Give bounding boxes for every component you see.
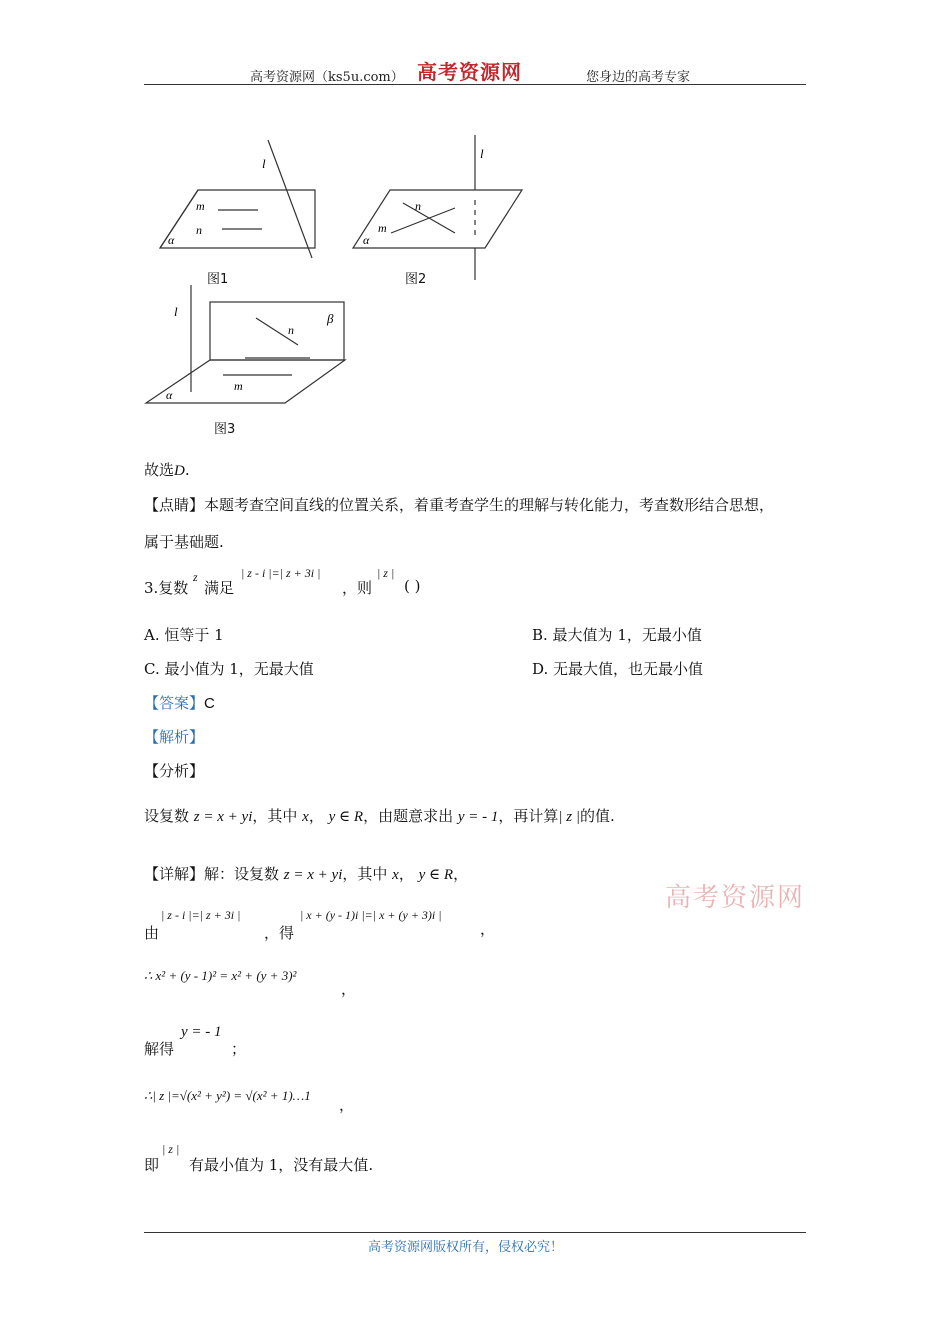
label-m: m bbox=[196, 199, 205, 213]
detail-var-x: x bbox=[392, 867, 399, 883]
detail-text-2: ，其中 bbox=[342, 865, 388, 883]
analysis-text-3: ， bbox=[308, 807, 324, 825]
analysis-eq-y: y ∈ R bbox=[328, 809, 364, 825]
header-rule bbox=[144, 84, 806, 85]
question-target: | z | bbox=[377, 566, 395, 580]
figure-1-caption: 图1 bbox=[207, 272, 229, 287]
detail-intro-text: 【详解】解：设复数 bbox=[144, 865, 280, 883]
detail-therefore-1-end: ， bbox=[341, 980, 357, 998]
analysis-line bbox=[144, 805, 615, 826]
analysis-text-5: ，再计算 bbox=[498, 807, 559, 825]
line-n bbox=[403, 203, 455, 233]
analysis-text-1: 设复数 bbox=[144, 807, 190, 825]
note-line-1: 【点睛】本题考查空间直线的位置关系，着重考查学生的理解与转化能力，考查数形结合思想， bbox=[144, 496, 775, 514]
footer-copyright: 高考资源网版权所有，侵权必究！ bbox=[368, 1240, 564, 1255]
label-alpha: α bbox=[363, 233, 370, 247]
detail-you-eq: | z - i |=| z + 3i | bbox=[161, 908, 241, 922]
label-alpha: α bbox=[166, 388, 173, 402]
analysis-var-x: x bbox=[302, 809, 309, 825]
question-prefix: 3.复数 bbox=[144, 579, 189, 597]
label-l: l bbox=[262, 156, 266, 171]
detail-de-end: ， bbox=[480, 920, 496, 938]
detail-jiede-eq: y = - 1 bbox=[181, 1024, 222, 1040]
option-b: B. 最大值为 1，无最小值 bbox=[532, 626, 702, 644]
analysis-text-4: ，由题意求出 bbox=[363, 807, 454, 825]
label-alpha: α bbox=[168, 233, 175, 247]
figure-2 bbox=[345, 130, 530, 290]
answer-label: 【答案】 bbox=[144, 694, 205, 712]
conclusion-suffix: . bbox=[184, 461, 190, 479]
question-then: ，则 bbox=[342, 579, 373, 597]
label-m: m bbox=[378, 221, 387, 235]
fenxi-heading: 【分析】 bbox=[144, 762, 205, 780]
detail-ji-end: 有最小值为 1，没有最大值. bbox=[189, 1156, 374, 1174]
header-logo: 高考资源网 bbox=[417, 60, 522, 84]
detail-de-label: ，得 bbox=[264, 924, 295, 942]
option-c: C. 最小值为 1，无最大值 bbox=[144, 660, 314, 678]
detail-eq-z: z = x + yi bbox=[283, 867, 343, 883]
detail-jiede-label: 解得 bbox=[144, 1040, 175, 1058]
label-l: l bbox=[480, 146, 484, 161]
detail-you-label: 由 bbox=[144, 924, 160, 942]
line-m bbox=[391, 208, 455, 233]
detail-ji-abs: | z | bbox=[162, 1142, 180, 1156]
detail-text-4: ， bbox=[453, 865, 469, 883]
watermark: 高考资源网 bbox=[665, 883, 806, 913]
question-middle: 满足 bbox=[204, 579, 235, 597]
figure-2-caption: 图2 bbox=[405, 272, 427, 287]
analysis-eq-z: z = x + yi bbox=[193, 809, 253, 825]
option-a: A. 恒等于 1 bbox=[144, 626, 224, 644]
footer-rule bbox=[144, 1232, 806, 1233]
detail-ji-label: 即 bbox=[144, 1156, 160, 1174]
header-site-name: 高考资源网（ks5u.com） bbox=[250, 70, 404, 85]
detail-therefore-2: ∴| z |=√(x² + y²) = √(x² + 1)…1 bbox=[144, 1088, 311, 1103]
analysis-abs-z: | z | bbox=[558, 809, 581, 825]
detail-jiede-end: ； bbox=[231, 1040, 247, 1058]
label-n: n bbox=[196, 223, 202, 237]
analysis-text-2: ，其中 bbox=[252, 807, 298, 825]
option-d: D. 无最大值，也无最小值 bbox=[532, 660, 704, 678]
detail-eq-y: y ∈ R bbox=[418, 867, 454, 883]
jiexi-heading: 【解析】 bbox=[144, 728, 205, 746]
line-l bbox=[268, 140, 312, 258]
answer-value: C bbox=[204, 695, 215, 712]
figure-3-caption: 图3 bbox=[214, 422, 236, 437]
detail-de-eq: | x + (y - 1)i |=| x + (y + 3)i | bbox=[300, 908, 442, 922]
conclusion-prefix: 故选 bbox=[144, 461, 175, 479]
analysis-eq-y-value: y = - 1 bbox=[457, 809, 499, 825]
figure-1 bbox=[150, 130, 330, 290]
label-m: m bbox=[234, 379, 243, 393]
analysis-text-6: 的值. bbox=[580, 807, 615, 825]
question-condition: | z - i |=| z + 3i | bbox=[241, 566, 321, 580]
detail-therefore-2-end: ， bbox=[339, 1096, 355, 1114]
header-slogan: 您身边的高考专家 bbox=[586, 70, 691, 85]
detail-text-3: ， bbox=[398, 865, 414, 883]
detail-therefore-1: ∴ x² + (y - 1)² = x² + (y + 3)² bbox=[144, 968, 297, 983]
question-var-z: z bbox=[193, 570, 198, 584]
label-l: l bbox=[174, 304, 178, 319]
conclusion-letter: D bbox=[174, 463, 185, 479]
label-beta: β bbox=[327, 311, 334, 326]
figure-3 bbox=[140, 280, 355, 415]
answer-line bbox=[144, 692, 215, 713]
label-n: n bbox=[415, 199, 421, 213]
label-n: n bbox=[288, 323, 294, 337]
note-line-2: 属于基础题. bbox=[144, 533, 224, 551]
question-paren: ( ) bbox=[404, 577, 421, 595]
conclusion-line bbox=[144, 459, 190, 480]
detail-intro bbox=[144, 863, 468, 884]
